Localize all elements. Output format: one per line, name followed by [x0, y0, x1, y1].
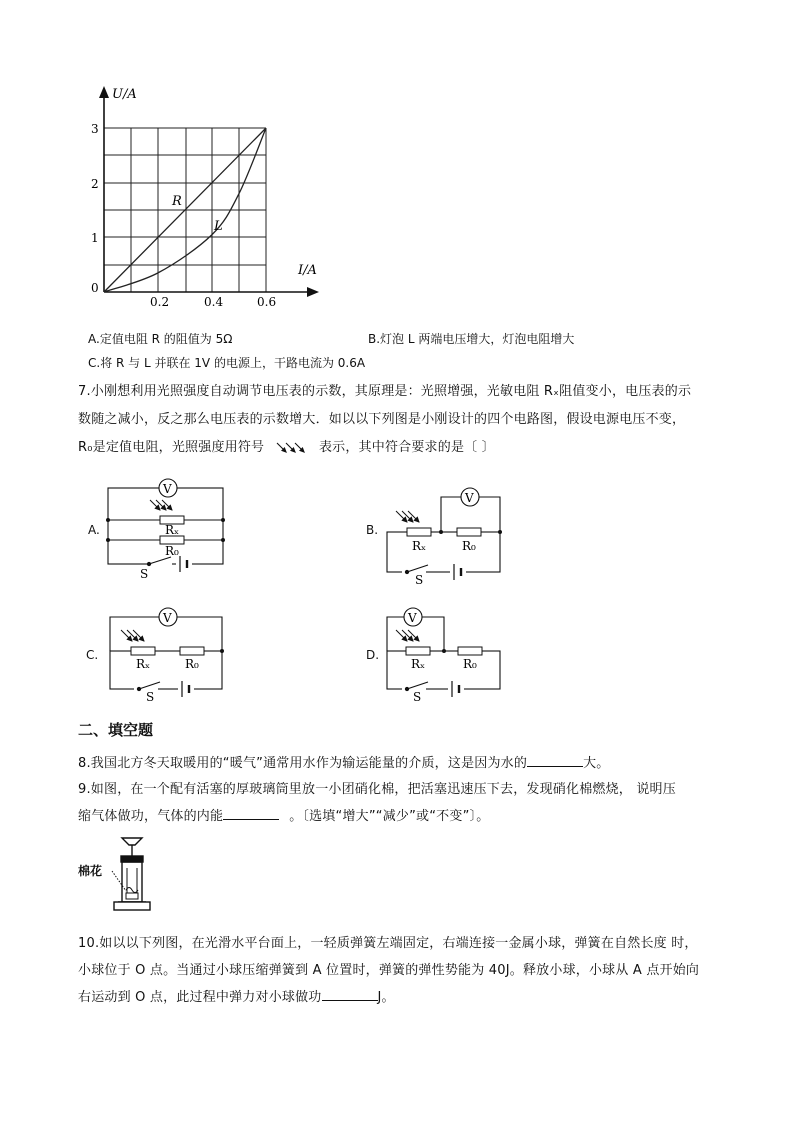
q8-text-after: 大。: [583, 756, 610, 771]
circuit-a: [100, 470, 235, 580]
piston-cylinder-figure: [100, 830, 170, 915]
y-tick-2: 2: [91, 177, 99, 191]
circuit-c-label: C.: [86, 648, 99, 662]
circuit-b: [378, 478, 513, 586]
q8-line: [78, 752, 609, 771]
q10-text-after: J。: [377, 990, 395, 1005]
q10-text-before: 右运动到 O 点，此过程中弹力对小球做功: [78, 990, 322, 1005]
q9-answer-blank: [223, 819, 279, 820]
light-arrows-c: [121, 630, 144, 641]
x-axis-arrow: [307, 287, 319, 297]
light-symbol-icon: [275, 441, 309, 455]
q9-figure-label: 棉花: [78, 864, 103, 878]
q6-option-a: A.定值电阻 R 的阻值为 5Ω: [88, 332, 233, 346]
q6-option-b: B.灯泡 L 两端电压增大，灯泡电阻增大: [368, 332, 575, 346]
x-tick-0.4: 0.4: [204, 295, 224, 309]
rx-label-d: Rₓ: [411, 657, 426, 671]
switch-label-a: S: [140, 567, 149, 580]
y-tick-1: 1: [91, 231, 99, 245]
q9-text-after: 。〔选填“增大”“减少”或“不变”〕。: [289, 809, 490, 824]
ui-graph: [80, 80, 330, 320]
y-axis-label: U/A: [112, 87, 137, 102]
rx-resistor-d: [406, 647, 430, 655]
meter-label-b: V: [465, 491, 474, 505]
rx-label-a: Rₓ: [165, 523, 180, 537]
q6-option-c: C.将 R 与 L 并联在 1V 的电源上，干路电流为 0.6A: [88, 356, 366, 370]
rx-resistor-b: [407, 528, 431, 536]
r0-label-b: R₀: [462, 539, 476, 553]
r0-resistor-b: [457, 528, 481, 536]
section-title: 二、填空题: [78, 721, 154, 739]
q7-line-3: [78, 436, 495, 455]
q9-line-1: 9.如图，在一个配有活塞的厚玻璃筒里放一小团硝化棉，把活塞迅速压下去，发现硝化棉燃烧， 说明压: [78, 782, 676, 797]
circuit-d: [378, 596, 513, 704]
meter-label-d: V: [408, 611, 417, 625]
q8-text-before: 8.我国北方冬天取暖用的“暖气”通常用水作为输运能量的介质，这是因为水的: [78, 756, 528, 771]
rx-resistor-c: [131, 647, 155, 655]
q7-line-3-end: 表示，其中符合要求的是〔 〕: [318, 440, 495, 455]
q7-line-1: 7.小刚想利用光照强度自动调节电压表的示数，其原理是：光照增强，光敏电阻 Rₓ阻值变小，电压表的示: [78, 384, 692, 399]
rx-label-c: Rₓ: [136, 657, 151, 671]
y-tick-3: 3: [91, 122, 99, 136]
q10-line-3: [78, 986, 395, 1005]
meter-label-c: V: [163, 611, 172, 625]
q8-answer-blank: [527, 766, 583, 767]
q9-line-2: [78, 805, 489, 824]
q7-line-2: 数随之减小，反之那么电压表的示数增大．如以以下列图是小刚设计的四个电路图，假设电源电压不变，: [78, 412, 686, 427]
r0-resistor-c: [180, 647, 204, 655]
r0-resistor-a: [160, 536, 184, 544]
light-arrows-a: [150, 500, 172, 510]
light-arrows-d: [396, 630, 419, 641]
series-label-L: L: [214, 219, 223, 234]
r0-label-d: R₀: [463, 657, 477, 671]
rx-label-b: Rₓ: [412, 539, 427, 553]
circuit-c: [100, 598, 235, 706]
series-label-R: R: [172, 194, 182, 209]
q10-line-2: 小球位于 O 点。当通过小球压缩弹簧到 A 位置时，弹簧的弹性势能为 40J。释放小球，小球从 A 点开始向: [78, 963, 700, 978]
x-axis-label: I/A: [298, 263, 317, 278]
circuit-b-label: B.: [366, 523, 379, 537]
light-arrows-b: [396, 511, 419, 522]
q9-text-before: 缩气体做功，气体的内能: [78, 809, 224, 824]
circuit-d-label: D.: [366, 648, 380, 662]
y-tick-0: 0: [91, 281, 99, 295]
r0-label-a: R₀: [165, 544, 179, 558]
switch-label-c: S: [146, 690, 155, 704]
q10-answer-blank: [322, 1000, 378, 1001]
q10-line-1: 10.如以以下列图，在光滑水平台面上，一轻质弹簧左端固定，右端连接一金属小球，弹簧在自然长度 时，: [78, 936, 698, 951]
r0-label-c: R₀: [185, 657, 199, 671]
x-tick-0.6: 0.6: [257, 295, 277, 309]
switch-label-b: S: [415, 573, 424, 586]
meter-label-a: V: [163, 482, 172, 496]
circuit-a-label: A.: [88, 523, 100, 537]
r0-resistor-d: [458, 647, 482, 655]
q7-line-3-start: R₀是定值电阻，光照强度用符号: [78, 440, 265, 455]
x-tick-0.2: 0.2: [150, 295, 170, 309]
y-axis-arrow: [99, 86, 109, 98]
switch-label-d: S: [413, 690, 422, 704]
